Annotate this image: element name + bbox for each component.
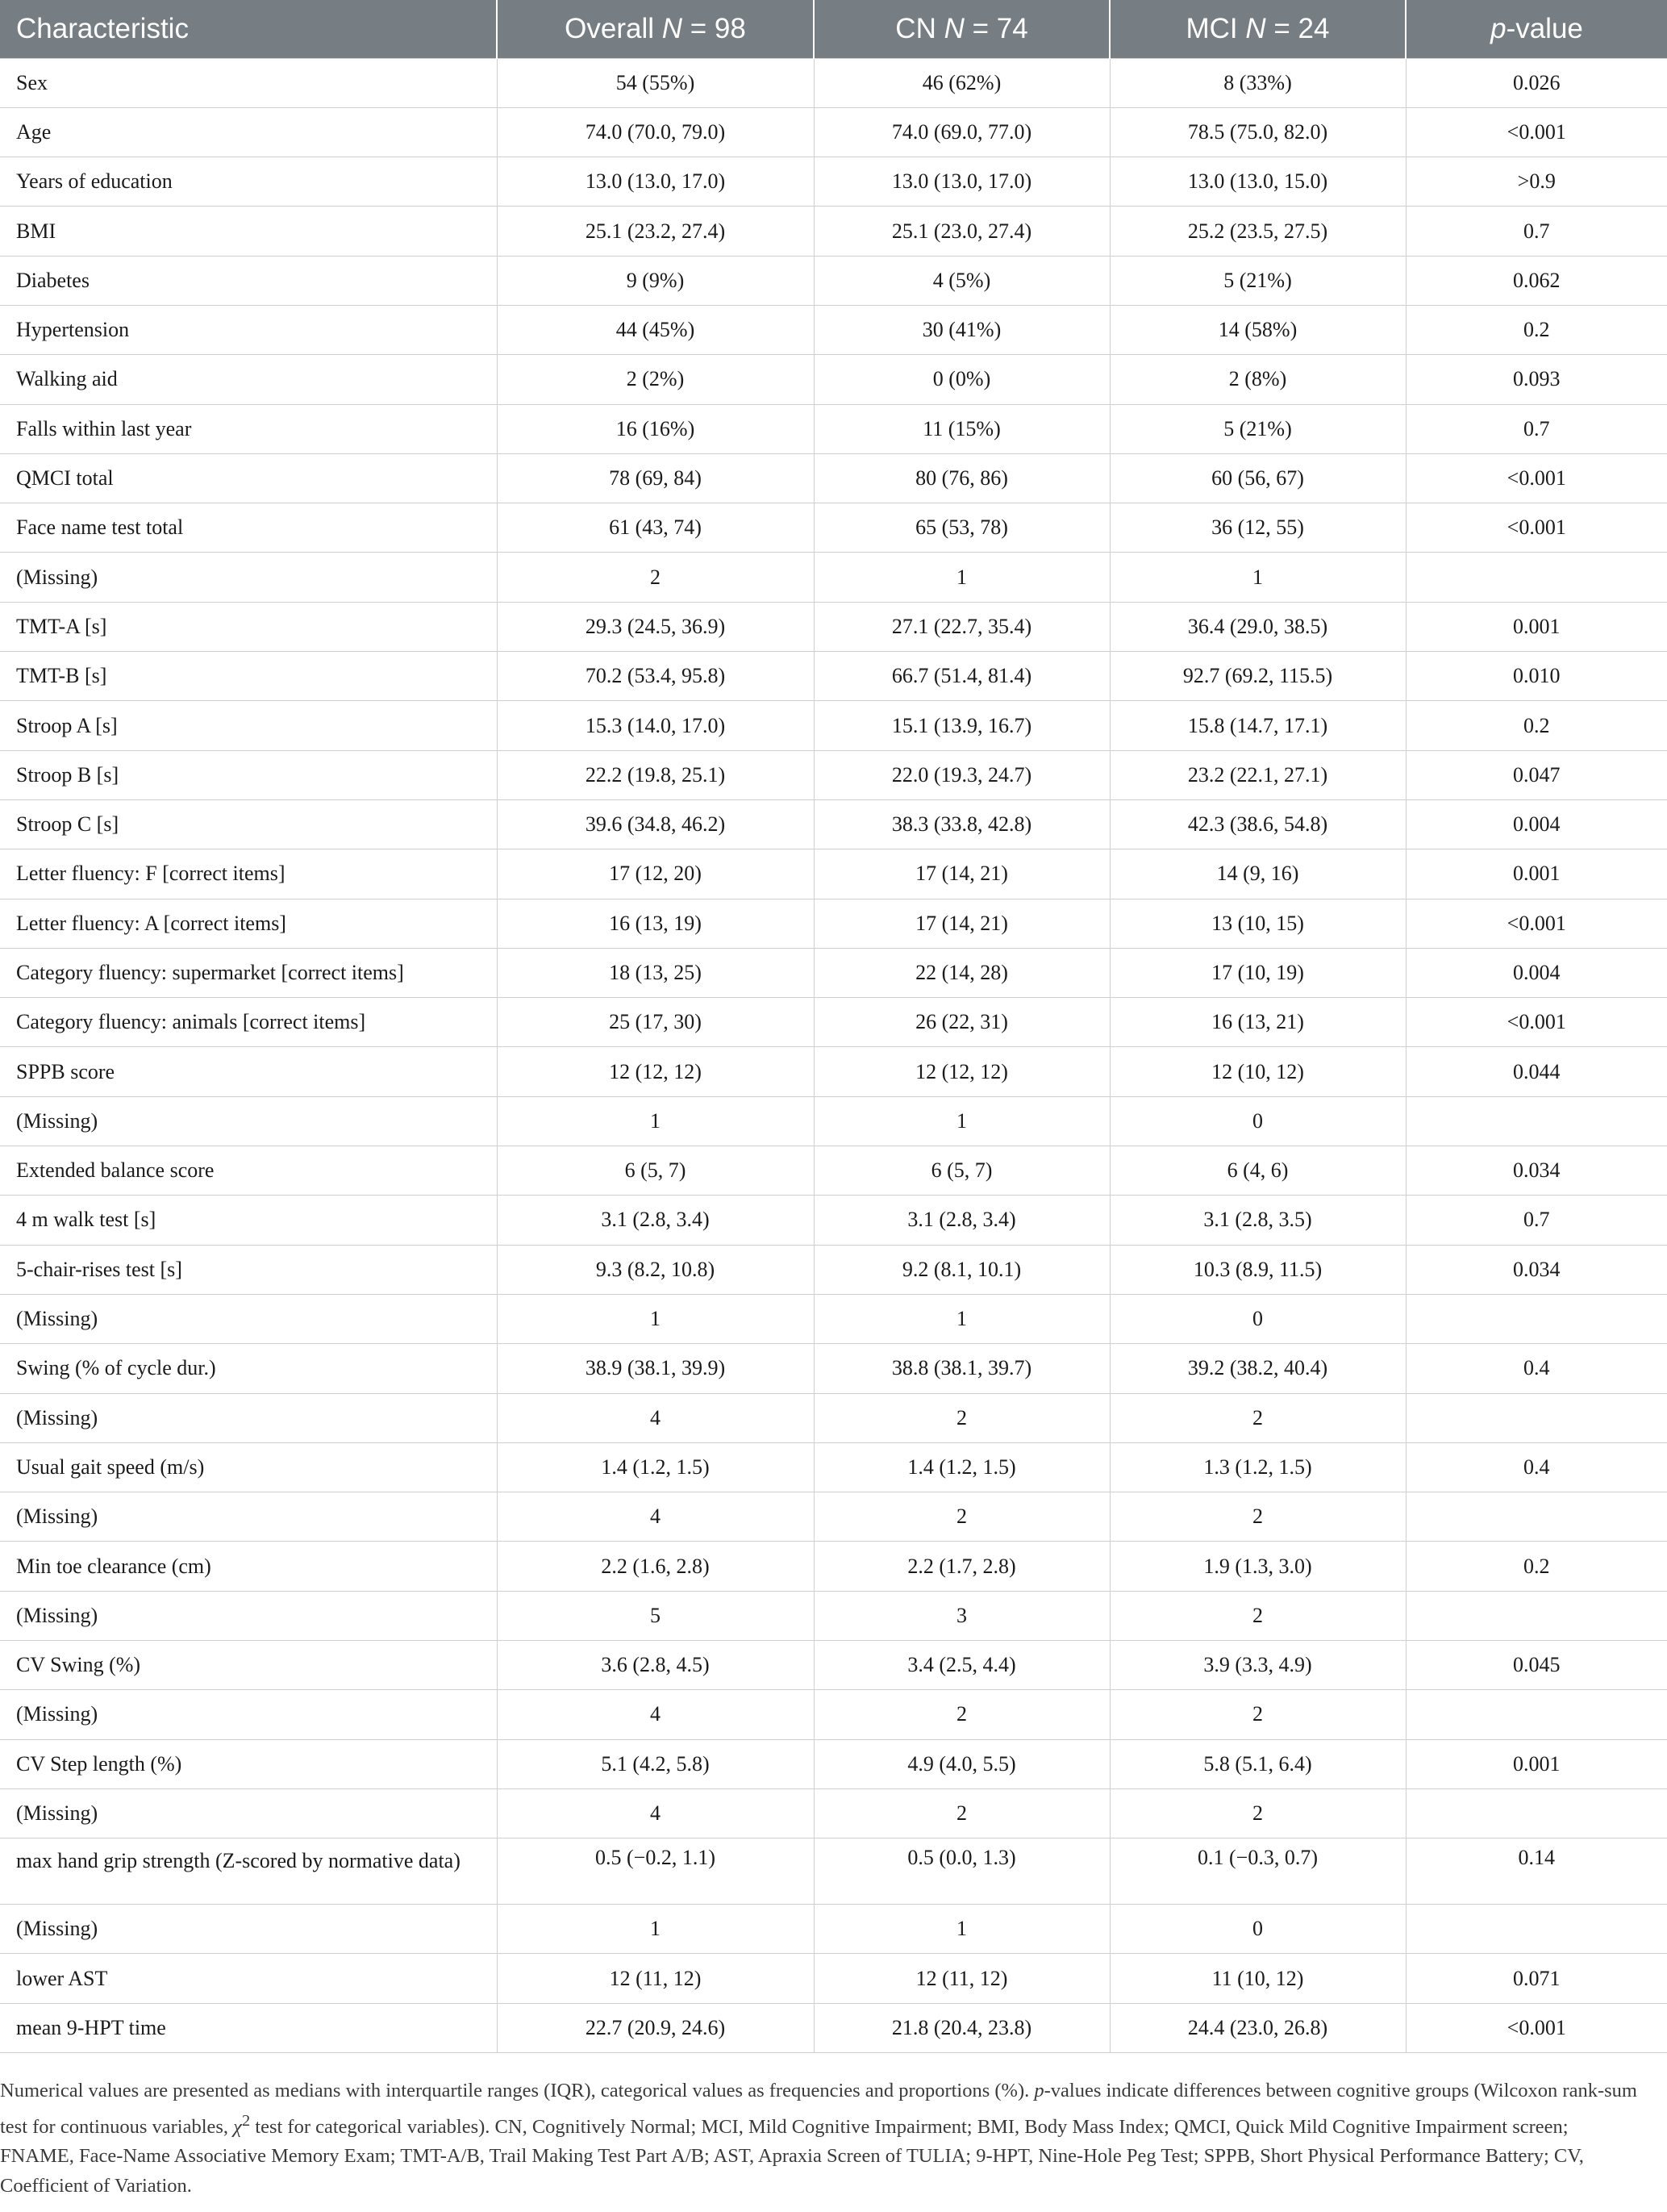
cell-mci: 14 (58%) [1110, 305, 1406, 354]
header-overall: Overall N = 98 [497, 0, 814, 58]
cell-cn: 11 (15%) [814, 404, 1110, 453]
table-row [0, 1542, 1667, 1591]
cell-characteristic: (Missing) [0, 1591, 497, 1640]
cell-overall: 1 [497, 1096, 814, 1146]
cell-overall: 44 (45%) [497, 305, 814, 354]
table-row [0, 899, 1667, 948]
cell-characteristic: lower AST [0, 1954, 497, 2003]
table-row [0, 1442, 1667, 1492]
cell-p-value: <0.001 [1406, 998, 1667, 1047]
cell-characteristic: Stroop B [s] [0, 750, 497, 799]
cell-characteristic: Hypertension [0, 305, 497, 354]
cell-cn: 30 (41%) [814, 305, 1110, 354]
cell-p-value: 0.044 [1406, 1047, 1667, 1096]
cell-p-value [1406, 1591, 1667, 1640]
cell-characteristic: Face name test total [0, 503, 497, 553]
cell-mci: 11 (10, 12) [1110, 1954, 1406, 2003]
cell-cn: 25.1 (23.0, 27.4) [814, 207, 1110, 256]
cell-cn: 12 (12, 12) [814, 1047, 1110, 1096]
cell-p-value [1406, 1294, 1667, 1343]
table-row [0, 1690, 1667, 1739]
cell-p-value: 0.010 [1406, 652, 1667, 701]
cell-cn: 6 (5, 7) [814, 1146, 1110, 1196]
cell-p-value [1406, 1690, 1667, 1739]
cell-mci: 16 (13, 21) [1110, 998, 1406, 1047]
cell-p-value: 0.034 [1406, 1245, 1667, 1294]
cell-p-value: 0.14 [1406, 1838, 1667, 1905]
cell-mci: 25.2 (23.5, 27.5) [1110, 207, 1406, 256]
cell-overall: 2 (2%) [497, 355, 814, 404]
cell-characteristic: Extended balance score [0, 1146, 497, 1196]
cell-overall: 9 (9%) [497, 256, 814, 305]
cell-mci: 0 [1110, 1294, 1406, 1343]
table-row [0, 652, 1667, 701]
cell-characteristic: TMT-B [s] [0, 652, 497, 701]
cell-p-value: 0.4 [1406, 1442, 1667, 1492]
table-row [0, 355, 1667, 404]
cell-characteristic: (Missing) [0, 1294, 497, 1343]
table-row [0, 1954, 1667, 2003]
table-row [0, 404, 1667, 453]
table-row [0, 453, 1667, 503]
cell-mci: 0 [1110, 1905, 1406, 1954]
cell-cn: 2 [814, 1393, 1110, 1442]
cell-mci: 2 [1110, 1591, 1406, 1640]
cell-mci: 42.3 (38.6, 54.8) [1110, 799, 1406, 849]
cell-p-value: <0.001 [1406, 453, 1667, 503]
table-row [0, 948, 1667, 997]
cell-mci: 12 (10, 12) [1110, 1047, 1406, 1096]
cell-p-value [1406, 553, 1667, 602]
cell-mci: 2 [1110, 1393, 1406, 1442]
cell-cn: 3 [814, 1591, 1110, 1640]
table-row [0, 1245, 1667, 1294]
cell-mci: 14 (9, 16) [1110, 849, 1406, 899]
cell-overall: 22.2 (19.8, 25.1) [497, 750, 814, 799]
cell-cn: 12 (11, 12) [814, 1954, 1110, 2003]
cell-p-value: <0.001 [1406, 107, 1667, 157]
cell-characteristic: SPPB score [0, 1047, 497, 1096]
cell-p-value: 0.7 [1406, 207, 1667, 256]
cell-overall: 5 [497, 1591, 814, 1640]
cell-p-value: 0.2 [1406, 305, 1667, 354]
cell-overall: 2 [497, 553, 814, 602]
cell-characteristic: max hand grip strength (Z-scored by normative data) [0, 1838, 497, 1905]
cell-p-value: 0.093 [1406, 355, 1667, 404]
table-row [0, 1739, 1667, 1788]
header-mci: MCI N = 24 [1110, 0, 1406, 58]
cell-overall: 1.4 (1.2, 1.5) [497, 1442, 814, 1492]
table-row [0, 1905, 1667, 1954]
cell-overall: 78 (69, 84) [497, 453, 814, 503]
cell-p-value: 0.7 [1406, 404, 1667, 453]
cell-cn: 4 (5%) [814, 256, 1110, 305]
table-row [0, 207, 1667, 256]
table-row [0, 58, 1667, 107]
table-row [0, 750, 1667, 799]
cell-mci: 3.9 (3.3, 4.9) [1110, 1641, 1406, 1690]
cell-cn: 4.9 (4.0, 5.5) [814, 1739, 1110, 1788]
cell-cn: 2 [814, 1788, 1110, 1838]
cell-p-value [1406, 1393, 1667, 1442]
cell-overall: 22.7 (20.9, 24.6) [497, 2003, 814, 2052]
cell-p-value: >0.9 [1406, 157, 1667, 207]
cell-characteristic: Falls within last year [0, 404, 497, 453]
cell-p-value: 0.047 [1406, 750, 1667, 799]
cell-mci: 39.2 (38.2, 40.4) [1110, 1344, 1406, 1393]
table-row [0, 602, 1667, 651]
table-row [0, 1788, 1667, 1838]
cell-mci: 78.5 (75.0, 82.0) [1110, 107, 1406, 157]
cell-cn: 22.0 (19.3, 24.7) [814, 750, 1110, 799]
cell-mci: 2 [1110, 1690, 1406, 1739]
cell-overall: 4 [497, 1393, 814, 1442]
cell-p-value: 0.071 [1406, 1954, 1667, 2003]
table-row [0, 2003, 1667, 2052]
table-row [0, 1146, 1667, 1196]
table-row [0, 1047, 1667, 1096]
cell-cn: 0.5 (0.0, 1.3) [814, 1838, 1110, 1905]
cell-overall: 0.5 (−0.2, 1.1) [497, 1838, 814, 1905]
cell-mci: 5.8 (5.1, 6.4) [1110, 1739, 1406, 1788]
cell-mci: 24.4 (23.0, 26.8) [1110, 2003, 1406, 2052]
cell-mci: 23.2 (22.1, 27.1) [1110, 750, 1406, 799]
cell-cn: 2.2 (1.7, 2.8) [814, 1542, 1110, 1591]
cell-characteristic: (Missing) [0, 1690, 497, 1739]
cell-characteristic: Diabetes [0, 256, 497, 305]
cell-p-value [1406, 1788, 1667, 1838]
cell-cn: 0 (0%) [814, 355, 1110, 404]
cell-mci: 5 (21%) [1110, 404, 1406, 453]
table-footnote: Numerical values are presented as medians with interquartile ranges (IQR), categorical values as frequencies and proportions (%). p-values indicate differences between cognitive groups (Wilcoxon rank-sum test for continuous variables, $\chi^2$ test for categorical variables). CN, Cognitively Normal; MCI, Mild Cognitive Impairment; BMI, Body Mass Index; QMCI, Quick Mild Cognitive Impairment screen; FNAME, Face-Name Associative Memory Exam; TMT-A/B, Trail Making Test Part A/B; AST, Apraxia Screen of TULIA; 9-HPT, Nine-Hole Peg Test; SPPB, Short Physical Performance Battery; CV, Coefficient of Variation. [0, 2080, 1637, 2197]
cell-characteristic: Walking aid [0, 355, 497, 404]
table-row [0, 305, 1667, 354]
cell-characteristic: Letter fluency: F [correct items] [0, 849, 497, 899]
cell-cn: 2 [814, 1690, 1110, 1739]
cell-mci: 1 [1110, 553, 1406, 602]
cell-cn: 26 (22, 31) [814, 998, 1110, 1047]
cell-cn: 22 (14, 28) [814, 948, 1110, 997]
cell-overall: 39.6 (34.8, 46.2) [497, 799, 814, 849]
table-row [0, 998, 1667, 1047]
header-characteristic: Characteristic [0, 0, 497, 58]
cell-characteristic: QMCI total [0, 453, 497, 503]
cell-characteristic: Letter fluency: A [correct items] [0, 899, 497, 948]
cell-characteristic: Min toe clearance (cm) [0, 1542, 497, 1591]
cell-mci: 13 (10, 15) [1110, 899, 1406, 948]
cell-overall: 74.0 (70.0, 79.0) [497, 107, 814, 157]
cell-cn: 1 [814, 1294, 1110, 1343]
cell-p-value: 0.034 [1406, 1146, 1667, 1196]
cell-cn: 15.1 (13.9, 16.7) [814, 701, 1110, 750]
cell-p-value: <0.001 [1406, 503, 1667, 553]
cell-characteristic: Stroop A [s] [0, 701, 497, 750]
cell-mci: 17 (10, 19) [1110, 948, 1406, 997]
cell-mci: 0 [1110, 1096, 1406, 1146]
cell-cn: 38.8 (38.1, 39.7) [814, 1344, 1110, 1393]
cell-p-value: 0.004 [1406, 799, 1667, 849]
cell-p-value: <0.001 [1406, 2003, 1667, 2052]
table-row [0, 1196, 1667, 1245]
cell-overall: 25.1 (23.2, 27.4) [497, 207, 814, 256]
header-p-value: p-value [1406, 0, 1667, 58]
cell-characteristic: Category fluency: supermarket [correct items] [0, 948, 497, 997]
cell-characteristic: Sex [0, 58, 497, 107]
cell-overall: 4 [497, 1492, 814, 1542]
cell-cn: 9.2 (8.1, 10.1) [814, 1245, 1110, 1294]
cell-characteristic: (Missing) [0, 1393, 497, 1442]
cell-characteristic: Swing (% of cycle dur.) [0, 1344, 497, 1393]
cell-characteristic: (Missing) [0, 1492, 497, 1542]
cell-cn: 17 (14, 21) [814, 899, 1110, 948]
cell-cn: 74.0 (69.0, 77.0) [814, 107, 1110, 157]
cell-characteristic: Years of education [0, 157, 497, 207]
cell-characteristic: Stroop C [s] [0, 799, 497, 849]
cell-mci: 3.1 (2.8, 3.5) [1110, 1196, 1406, 1245]
cell-characteristic: Category fluency: animals [correct items] [0, 998, 497, 1047]
cell-cn: 1 [814, 1096, 1110, 1146]
cell-overall: 1 [497, 1905, 814, 1954]
cell-mci: 8 (33%) [1110, 58, 1406, 107]
cell-p-value: 0.026 [1406, 58, 1667, 107]
table-row [0, 1838, 1667, 1905]
table-row [0, 1591, 1667, 1640]
table-row [0, 256, 1667, 305]
cell-characteristic: Usual gait speed (m/s) [0, 1442, 497, 1492]
cell-p-value: 0.2 [1406, 701, 1667, 750]
cell-p-value: 0.001 [1406, 849, 1667, 899]
cell-overall: 2.2 (1.6, 2.8) [497, 1542, 814, 1591]
cell-characteristic: (Missing) [0, 1788, 497, 1838]
cell-overall: 5.1 (4.2, 5.8) [497, 1739, 814, 1788]
table-row [0, 1641, 1667, 1690]
cell-characteristic: mean 9-HPT time [0, 2003, 497, 2052]
cell-characteristic: Age [0, 107, 497, 157]
cell-cn: 17 (14, 21) [814, 849, 1110, 899]
cell-cn: 1 [814, 553, 1110, 602]
cell-p-value: <0.001 [1406, 899, 1667, 948]
cell-characteristic: 4 m walk test [s] [0, 1196, 497, 1245]
cell-cn: 1.4 (1.2, 1.5) [814, 1442, 1110, 1492]
cell-overall: 12 (12, 12) [497, 1047, 814, 1096]
table-row [0, 503, 1667, 553]
cell-cn: 13.0 (13.0, 17.0) [814, 157, 1110, 207]
cell-mci: 2 [1110, 1788, 1406, 1838]
cell-p-value [1406, 1492, 1667, 1542]
cell-mci: 1.9 (1.3, 3.0) [1110, 1542, 1406, 1591]
cell-p-value: 0.001 [1406, 602, 1667, 651]
cell-overall: 1 [497, 1294, 814, 1343]
cell-characteristic: TMT-A [s] [0, 602, 497, 651]
table-header [0, 0, 1667, 58]
table-row [0, 799, 1667, 849]
cell-overall: 16 (16%) [497, 404, 814, 453]
cell-characteristic: (Missing) [0, 1905, 497, 1954]
cell-mci: 2 (8%) [1110, 355, 1406, 404]
table-row [0, 701, 1667, 750]
cell-characteristic: (Missing) [0, 1096, 497, 1146]
cell-p-value [1406, 1905, 1667, 1954]
cell-characteristic: CV Step length (%) [0, 1739, 497, 1788]
cell-overall: 4 [497, 1690, 814, 1739]
table-row [0, 1492, 1667, 1542]
cell-overall: 4 [497, 1788, 814, 1838]
cell-cn: 27.1 (22.7, 35.4) [814, 602, 1110, 651]
cell-overall: 25 (17, 30) [497, 998, 814, 1047]
cell-overall: 9.3 (8.2, 10.8) [497, 1245, 814, 1294]
table-row [0, 157, 1667, 207]
table-body [0, 58, 1667, 2053]
table-row [0, 1393, 1667, 1442]
cell-cn: 38.3 (33.8, 42.8) [814, 799, 1110, 849]
cell-cn: 46 (62%) [814, 58, 1110, 107]
header-row [0, 0, 1667, 58]
cell-overall: 61 (43, 74) [497, 503, 814, 553]
cell-characteristic: 5-chair-rises test [s] [0, 1245, 497, 1294]
cell-overall: 18 (13, 25) [497, 948, 814, 997]
table-row [0, 107, 1667, 157]
cell-mci: 2 [1110, 1492, 1406, 1542]
cell-mci: 13.0 (13.0, 15.0) [1110, 157, 1406, 207]
cell-overall: 13.0 (13.0, 17.0) [497, 157, 814, 207]
cell-overall: 54 (55%) [497, 58, 814, 107]
cell-overall: 17 (12, 20) [497, 849, 814, 899]
cell-p-value: 0.7 [1406, 1196, 1667, 1245]
cell-overall: 3.1 (2.8, 3.4) [497, 1196, 814, 1245]
cell-cn: 1 [814, 1905, 1110, 1954]
table-row [0, 1294, 1667, 1343]
cell-p-value: 0.045 [1406, 1641, 1667, 1690]
cell-cn: 3.1 (2.8, 3.4) [814, 1196, 1110, 1245]
cell-p-value [1406, 1096, 1667, 1146]
cell-overall: 12 (11, 12) [497, 1954, 814, 2003]
cell-cn: 80 (76, 86) [814, 453, 1110, 503]
cell-cn: 3.4 (2.5, 4.4) [814, 1641, 1110, 1690]
cell-mci: 1.3 (1.2, 1.5) [1110, 1442, 1406, 1492]
table-row [0, 1344, 1667, 1393]
cell-overall: 3.6 (2.8, 4.5) [497, 1641, 814, 1690]
cell-p-value: 0.001 [1406, 1739, 1667, 1788]
cell-p-value: 0.2 [1406, 1542, 1667, 1591]
cell-overall: 38.9 (38.1, 39.9) [497, 1344, 814, 1393]
cell-mci: 60 (56, 67) [1110, 453, 1406, 503]
cell-characteristic: (Missing) [0, 553, 497, 602]
cell-overall: 15.3 (14.0, 17.0) [497, 701, 814, 750]
cell-p-value: 0.062 [1406, 256, 1667, 305]
cell-mci: 36.4 (29.0, 38.5) [1110, 602, 1406, 651]
cell-mci: 0.1 (−0.3, 0.7) [1110, 1838, 1406, 1905]
table-row [0, 849, 1667, 899]
cell-cn: 2 [814, 1492, 1110, 1542]
cell-overall: 70.2 (53.4, 95.8) [497, 652, 814, 701]
cell-mci: 10.3 (8.9, 11.5) [1110, 1245, 1406, 1294]
cell-p-value: 0.004 [1406, 948, 1667, 997]
header-cn: CN N = 74 [814, 0, 1110, 58]
cell-mci: 6 (4, 6) [1110, 1146, 1406, 1196]
cell-mci: 15.8 (14.7, 17.1) [1110, 701, 1406, 750]
cell-mci: 92.7 (69.2, 115.5) [1110, 652, 1406, 701]
cell-p-value: 0.4 [1406, 1344, 1667, 1393]
table-row [0, 553, 1667, 602]
cell-mci: 5 (21%) [1110, 256, 1406, 305]
cell-overall: 29.3 (24.5, 36.9) [497, 602, 814, 651]
table-row [0, 1096, 1667, 1146]
cell-characteristic: CV Swing (%) [0, 1641, 497, 1690]
cell-overall: 16 (13, 19) [497, 899, 814, 948]
cell-cn: 65 (53, 78) [814, 503, 1110, 553]
cell-cn: 21.8 (20.4, 23.8) [814, 2003, 1110, 2052]
cell-cn: 66.7 (51.4, 81.4) [814, 652, 1110, 701]
cell-mci: 36 (12, 55) [1110, 503, 1406, 553]
cell-overall: 6 (5, 7) [497, 1146, 814, 1196]
cell-characteristic: BMI [0, 207, 497, 256]
